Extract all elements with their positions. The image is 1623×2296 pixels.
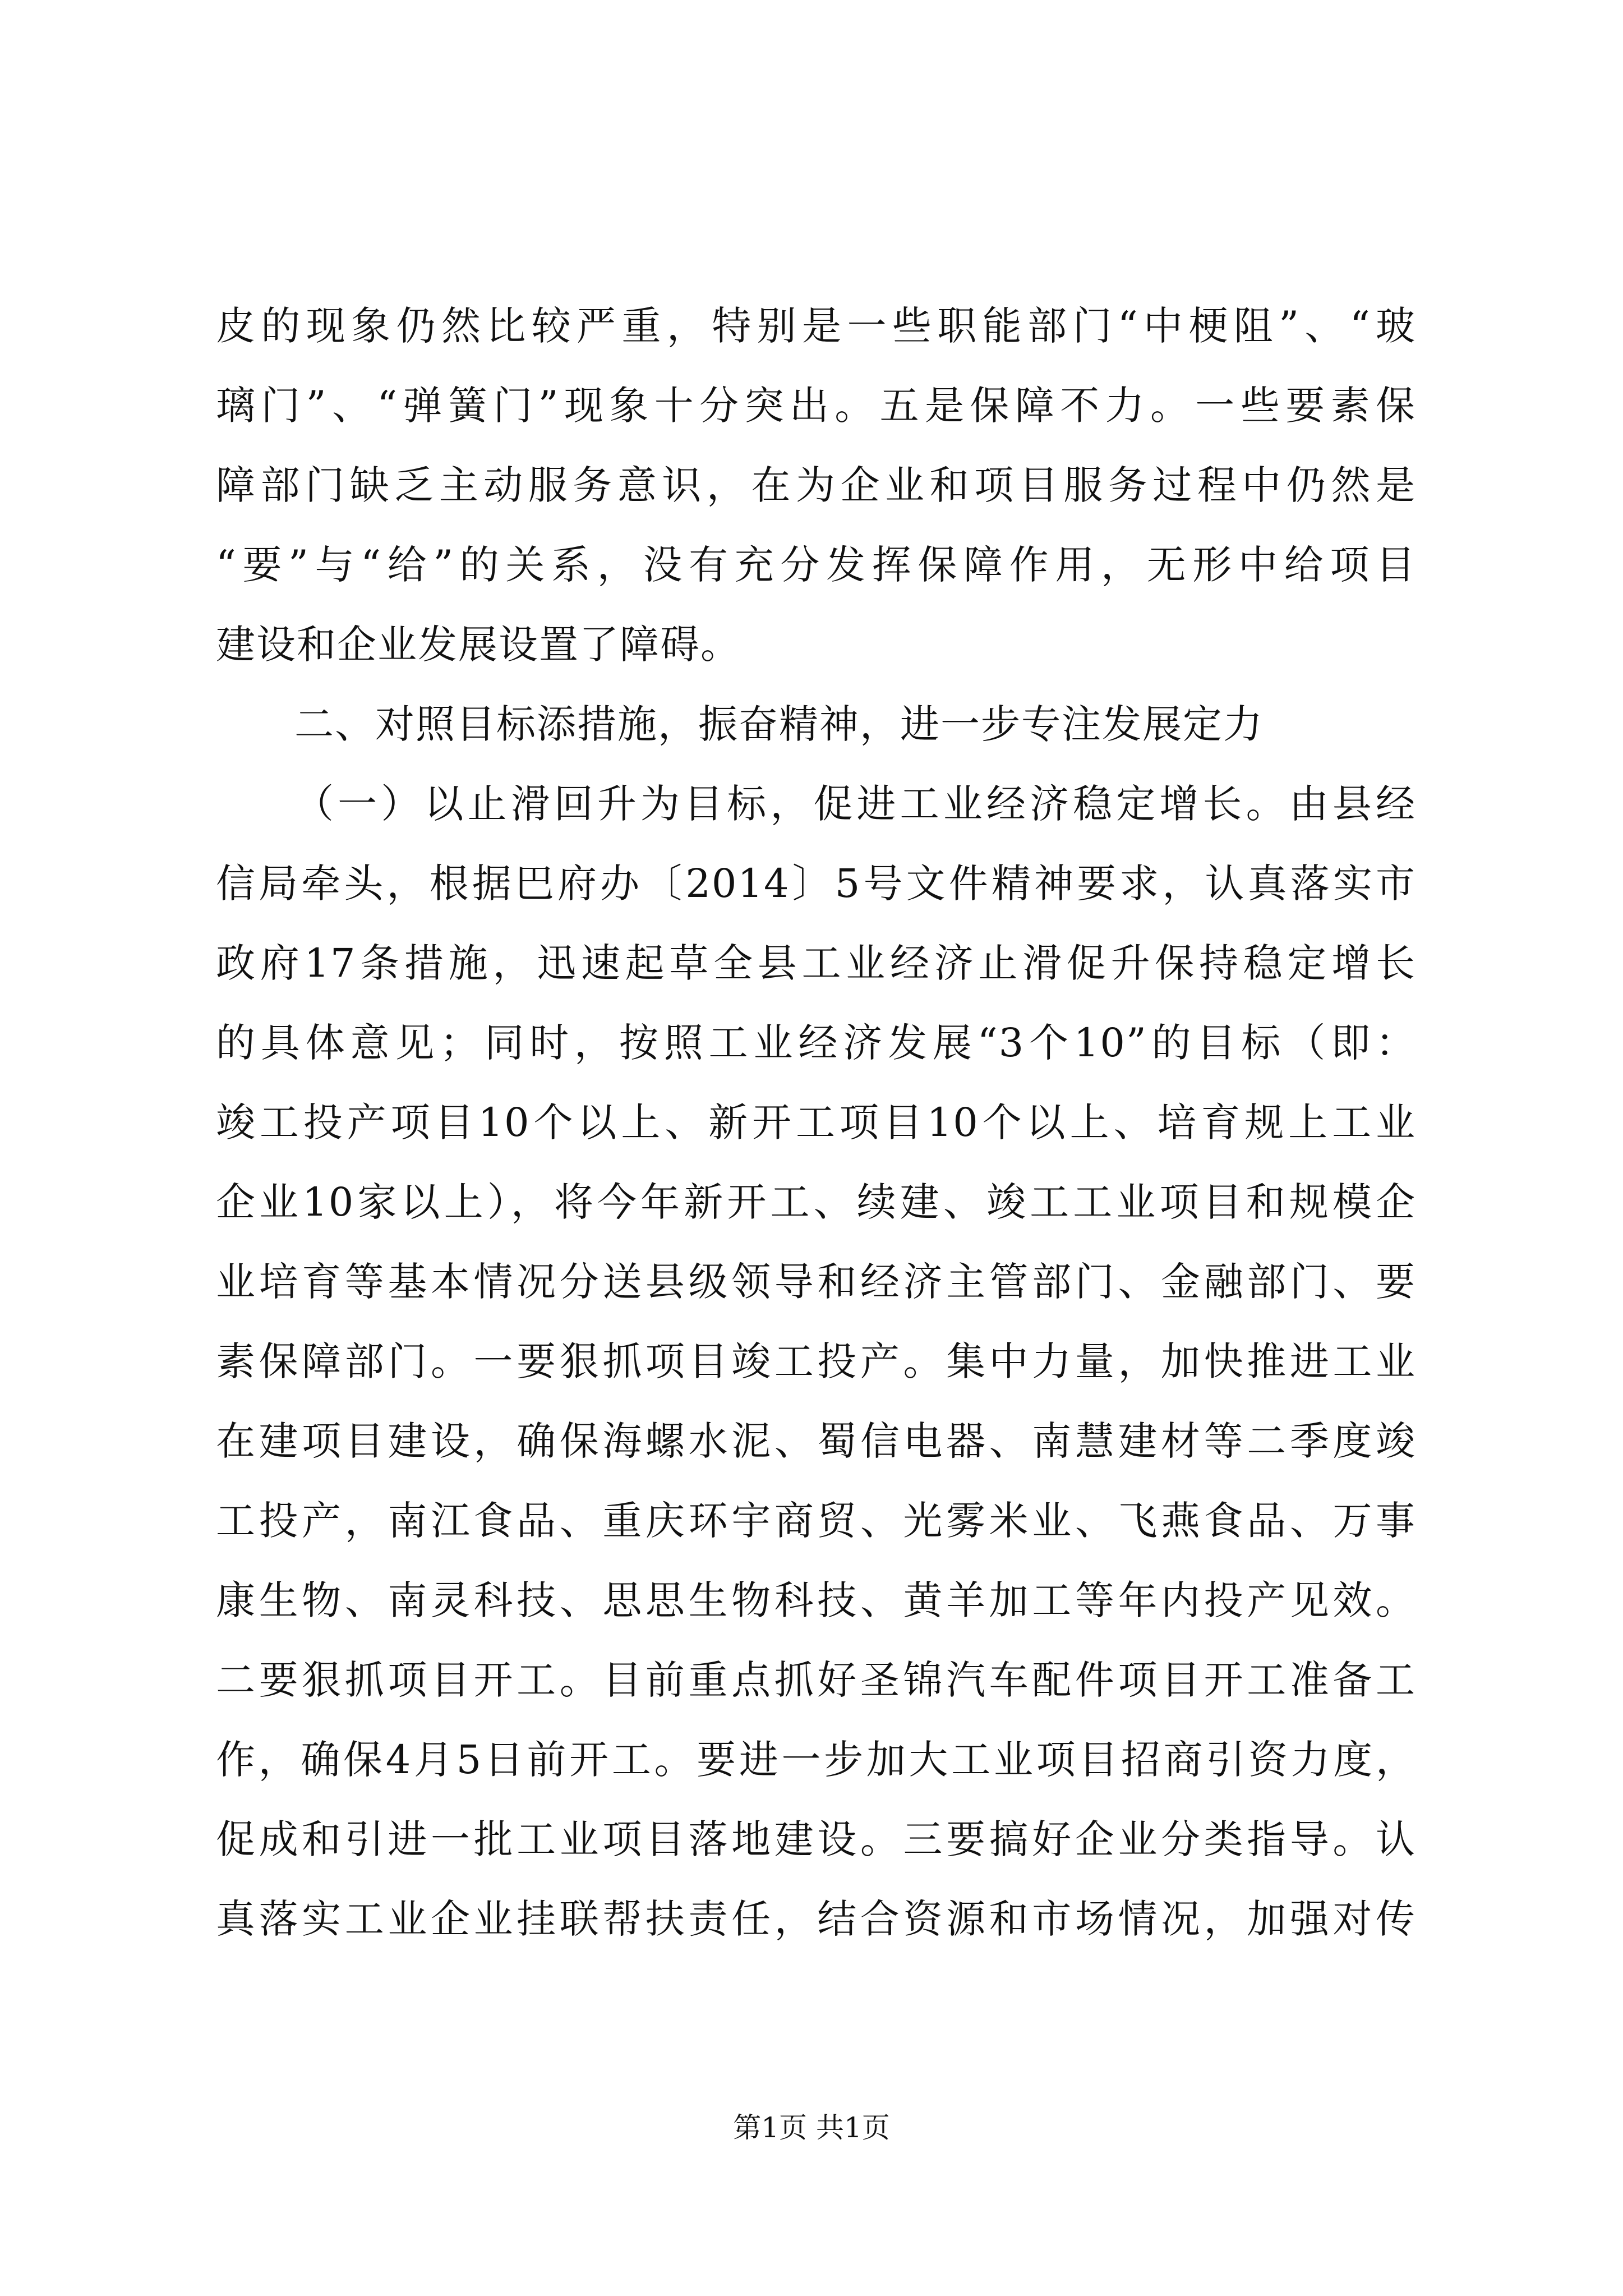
paragraph-line: 作，确保4月5日前开工。要进一步加大工业项目招商引资力度，: [216, 1737, 1416, 1783]
paragraph-line: 促成和引进一批工业项目落地建设。三要搞好企业分类指导。认: [216, 1816, 1416, 1862]
document-body: [216, 286, 1416, 1959]
paragraph-line: 企业10家以上），将今年新开工、续建、竣工工业项目和规模企: [216, 1179, 1416, 1225]
paragraph-line: 政府17条措施，迅速起草全县工业经济止滑促升保持稳定增长: [216, 940, 1416, 986]
paragraph-line: 建设和企业发展设置了障碍。: [216, 622, 741, 668]
paragraph-line: 皮的现象仍然比较严重，特别是一些职能部门“中梗阻”、“玻: [216, 303, 1416, 349]
paragraph-line: “要”与“给”的关系，没有充分发挥保障作用，无形中给项目: [216, 542, 1416, 588]
section-heading: 二、对照目标添措施，振奋精神，进一步专注发展定力: [294, 701, 1264, 747]
paragraph-line: 业培育等基本情况分送县级领导和经济主管部门、金融部门、要: [216, 1259, 1416, 1305]
page-number-label: 第1页 共1页: [733, 2111, 890, 2144]
paragraph-line: 璃门”、“弹簧门”现象十分突出。五是保障不力。一些要素保: [216, 383, 1416, 429]
paragraph-line: 信局牵头，根据巴府办〔2014〕5号文件精神要求，认真落实市: [216, 861, 1416, 907]
paragraph-line: 在建项目建设，确保海螺水泥、蜀信电器、南慧建材等二季度竣: [216, 1418, 1416, 1464]
paragraph-line: 素保障部门。一要狠抓项目竣工投产。集中力量，加快推进工业: [216, 1338, 1416, 1384]
paragraph-line: （一）以止滑回升为目标，促进工业经济稳定增长。由县经: [294, 781, 1416, 827]
paragraph-line: 工投产，南江食品、重庆环宇商贸、光雾米业、飞燕食品、万事: [216, 1498, 1416, 1544]
paragraph-line: 康生物、南灵科技、思思生物科技、黄羊加工等年内投产见效。: [216, 1577, 1416, 1623]
paragraph-line: 的具体意见；同时，按照工业经济发展“3个10”的目标（即：: [216, 1020, 1416, 1066]
page-footer: [0, 2108, 1623, 2147]
paragraph-line: 真落实工业企业挂联帮扶责任，结合资源和市场情况，加强对传: [216, 1896, 1416, 1942]
paragraph-line: 障部门缺乏主动服务意识，在为企业和项目服务过程中仍然是: [216, 462, 1416, 508]
paragraph-line: 二要狠抓项目开工。目前重点抓好圣锦汽车配件项目开工准备工: [216, 1657, 1416, 1703]
paragraph-line: 竣工投产项目10个以上、新开工项目10个以上、培育规上工业: [216, 1099, 1416, 1145]
